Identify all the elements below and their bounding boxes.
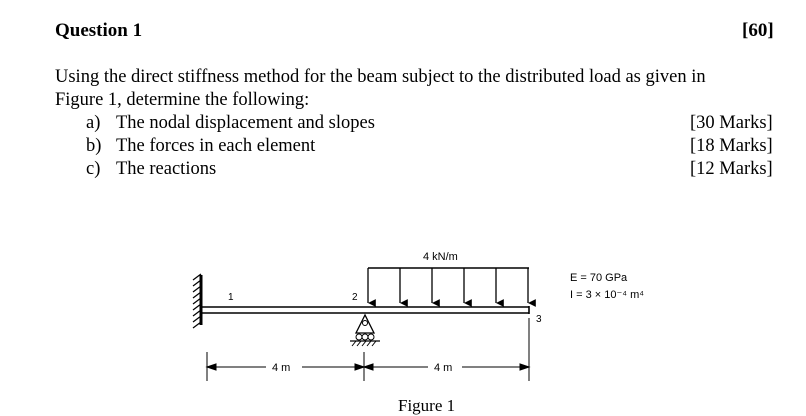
part-b-text: The forces in each element: [116, 136, 316, 156]
part-b-letter: b): [86, 136, 102, 156]
intro-line-2: Figure 1, determine the following:: [55, 90, 310, 110]
figure-caption: Figure 1: [398, 396, 456, 415]
property-i: I = 3 × 10⁻⁴ m⁴: [570, 289, 644, 301]
node-label-2: 2: [352, 292, 358, 303]
node-label-3: 3: [536, 314, 542, 325]
dimension-lines: [207, 318, 529, 381]
dim-left-label: 4 m: [272, 362, 291, 374]
distributed-load: [368, 268, 529, 303]
node-label-1: 1: [228, 292, 234, 303]
part-b-marks: [18 Marks]: [690, 136, 773, 156]
total-marks: [60]: [742, 20, 774, 41]
part-a-text: The nodal displacement and slopes: [116, 113, 375, 133]
question-title: Question 1: [55, 20, 143, 41]
part-a-letter: a): [86, 113, 101, 133]
part-c-letter: c): [86, 159, 101, 179]
dim-right-label: 4 m: [434, 362, 453, 374]
beam: [201, 306, 529, 314]
load-label: 4 kN/m: [423, 251, 458, 263]
roller-support: [350, 315, 380, 346]
fixed-support-wall: [193, 274, 201, 328]
part-a-marks: [30 Marks]: [690, 113, 773, 133]
part-c-text: The reactions: [116, 159, 217, 179]
property-e: E = 70 GPa: [570, 272, 628, 284]
intro-line-1: Using the direct stiffness method for the beam subject to the distributed load as given in: [55, 67, 706, 87]
part-c-marks: [12 Marks]: [690, 159, 773, 179]
